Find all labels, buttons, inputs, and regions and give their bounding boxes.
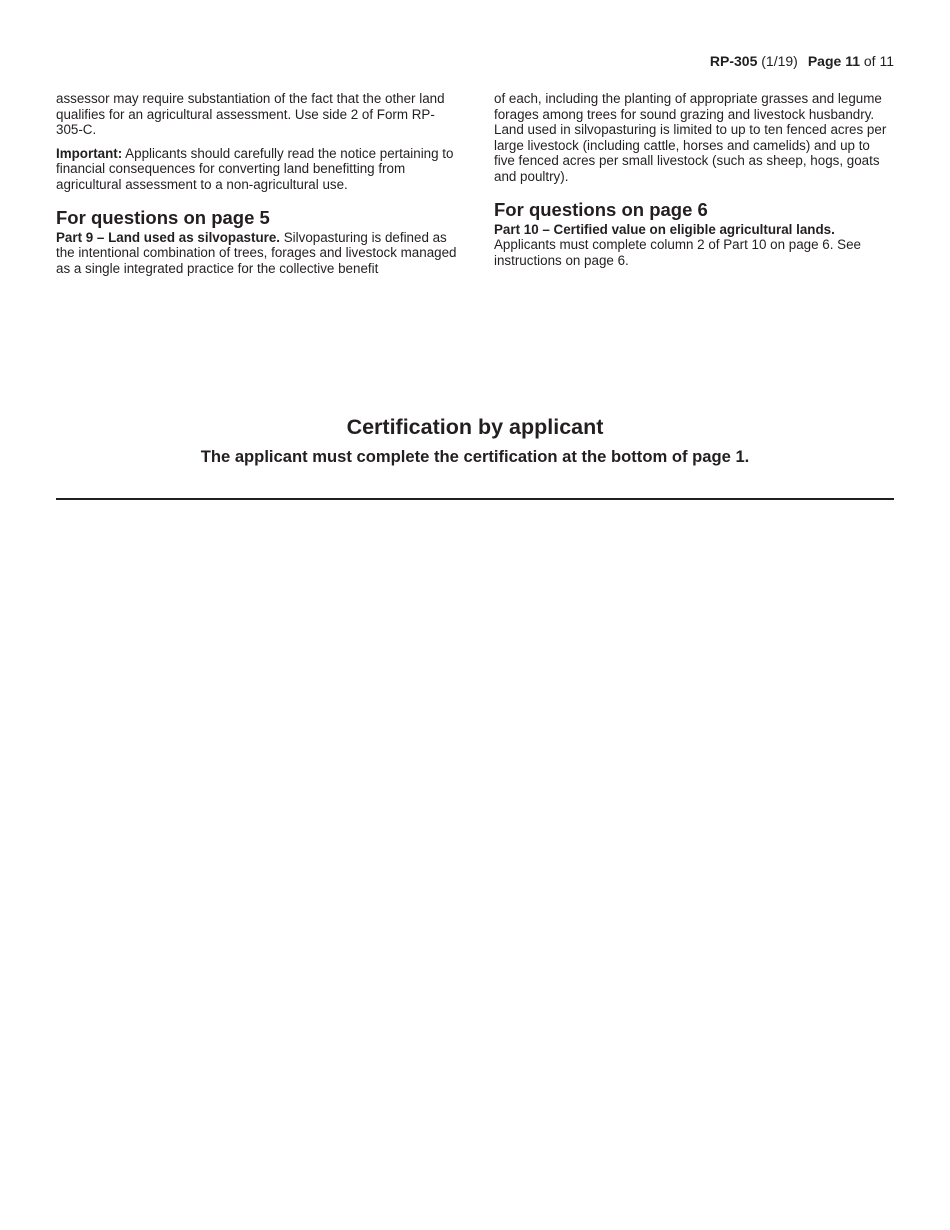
part10-text: Applicants must complete column 2 of Part 10 on page 6. See instructions on page 6. [494,237,861,268]
certification-title: Certification by applicant [346,415,604,439]
important-paragraph [56,146,458,193]
part9-paragraph [56,230,458,277]
part9-text: Silvopasturing is defined as the intentional combination of trees, forages and livestock managed as a single integrated practice for the collective benefit [56,229,457,276]
page-number: Page 11 [807,53,860,69]
assessor-paragraph: assessor may require substantiation of the fact that the other land qualifies for an agricultural assessment. Use side 2 of Form RP-305-C. [56,91,445,138]
page-total: of 11 [863,53,894,69]
right-column [494,91,894,276]
left-column [56,91,458,284]
important-label: Important: [56,145,123,161]
section-heading-page6: For questions on page 6 [494,198,708,220]
certification-section [0,413,950,467]
important-text: Applicants should carefully read the notice pertaining to financial consequences for converting land benefitting from agricultural assessment to a non-agricultural use. [56,145,454,192]
part9-label: Part 9 – Land used as silvopasture. [56,229,281,245]
section-divider [56,498,894,500]
part10-label: Part 10 – Certified value on eligible agricultural lands. [494,221,835,237]
section-heading-page5: For questions on page 5 [56,206,270,228]
certification-subtitle: The applicant must complete the certification at the bottom of page 1. [200,447,750,466]
silvopasture-continued-paragraph: of each, including the planting of appropriate grasses and legume forages among trees for sound grazing and livestock husbandry. Land used in silvopasturing is limited to up to ten fenced acres per large livestock (including cattle, horses and camelids) and up to five fenced acres per small livestock (such as sheep, hogs, goats and poultry). [494,91,887,184]
form-revision: (1/19) [761,53,798,69]
part10-paragraph [494,222,894,269]
page-header [710,53,894,69]
form-id: RP-305 [709,53,758,69]
